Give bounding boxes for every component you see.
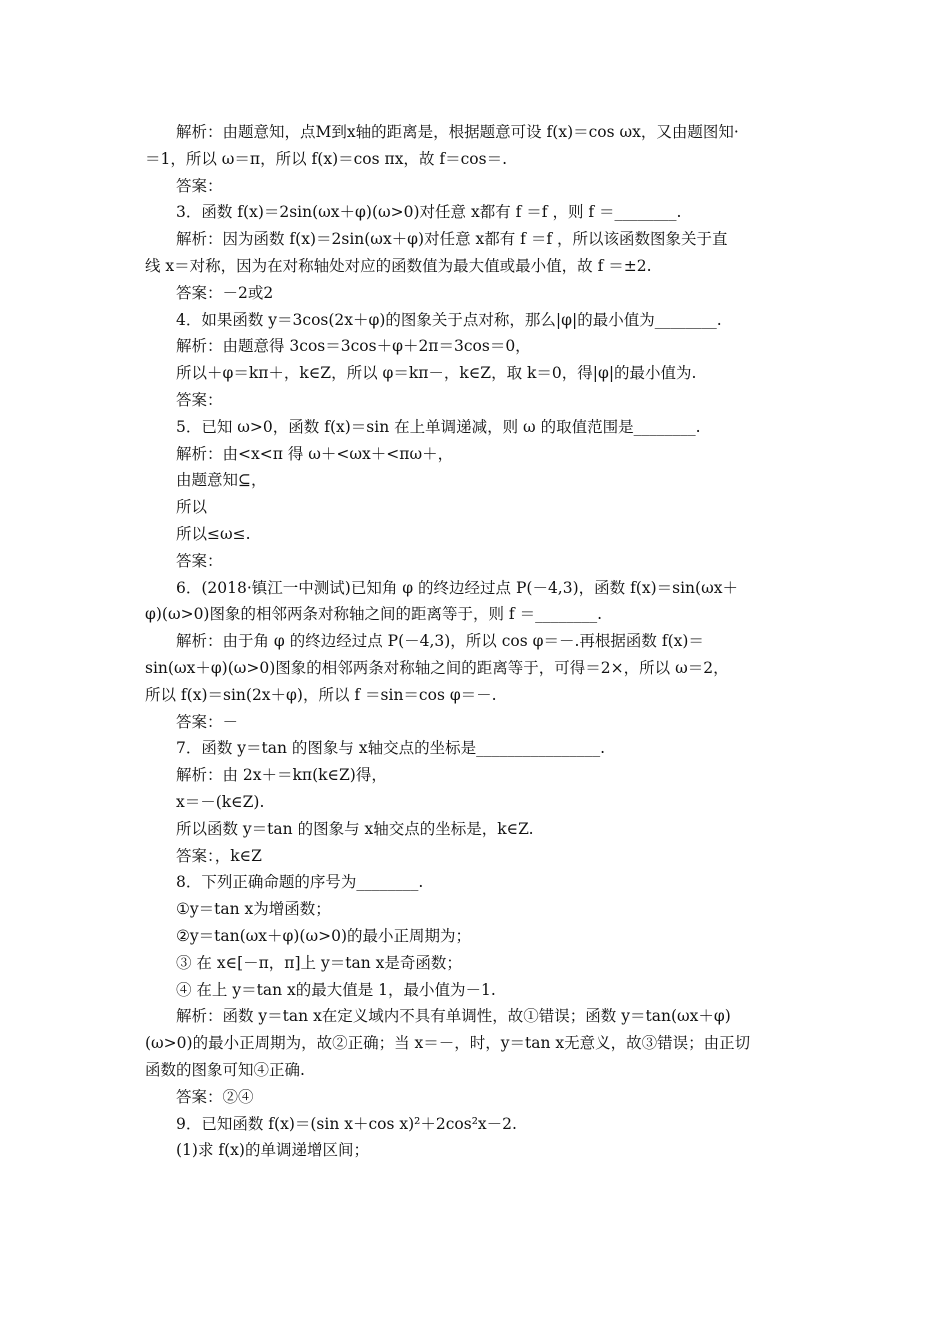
text-line: 解析：因为函数 f(x)＝2sin(ωx＋φ)对任意 x都有 f ＝f ，所以该函数图象关于直: [176, 230, 728, 249]
text-line: 函数的图象可知④正确.: [145, 1061, 305, 1079]
text-line: ④ 在上 y＝tan x的最大值是 1，最小值为－1.: [176, 980, 496, 999]
text-line: 8．下列正确命题的序号为________.: [176, 873, 424, 892]
text-line: sin(ωx＋φ)(ω>0)图象的相邻两条对称轴之间的距离等于，可得＝2×，所以 ω＝2，: [145, 659, 729, 677]
text-line: 所以＋φ＝kπ＋，k∈Z，所以 φ＝kπ－，k∈Z，取 k＝0，得|φ|的最小值为.: [176, 364, 697, 383]
text-line: 6．(2018·镇江一中测试)已知角 φ 的终边经过点 P(－4,3)，函数 f(x)＝sin(ωx＋: [176, 578, 738, 597]
text-line: 解析：由<x<π 得 ω＋<ωx＋<πω＋，: [176, 444, 454, 463]
text-line: 所以函数 y＝tan 的图象与 x轴交点的坐标是，k∈Z.: [176, 819, 534, 838]
text-line: 答案：－2或2: [176, 283, 274, 302]
text-line: (1)求 f(x)的单调递增区间；: [176, 1141, 369, 1160]
text-line: 解析：由题意得 3cos＝3cos＋φ＋2π＝3cos＝0，: [176, 337, 531, 356]
text-line: 答案：: [176, 551, 223, 570]
text-line: 答案：: [176, 176, 223, 195]
text-line: 线 x＝对称，因为在对称轴处对应的函数值为最大值或最小值，故 f ＝±2.: [145, 257, 652, 275]
text-line: 3．函数 f(x)＝2sin(ωx＋φ)(ω>0)对任意 x都有 f ＝f ，则 f ＝________.: [176, 203, 682, 222]
text-line: 答案：: [176, 391, 223, 409]
text-line: 所以≤ω≤.: [176, 525, 251, 543]
text-line: 9．已知函数 f(x)＝(sin x＋cos x)²＋2cos²x－2.: [176, 1114, 517, 1133]
text-line: 所以: [176, 498, 208, 517]
text-line: ＝1，所以 ω＝π，所以 f(x)＝cos πx，故 f＝cos＝.: [145, 149, 507, 168]
text-line: 答案：－: [176, 712, 239, 731]
text-line: ②y＝tan(ωx＋φ)(ω>0)的最小正周期为；: [176, 927, 472, 945]
text-line: ①y＝tan x为增函数；: [176, 900, 331, 919]
text-line: (ω>0)的最小正周期为，故②正确；当 x＝－，时，y＝tan x无意义，故③错误；由正切: [145, 1034, 751, 1053]
text-line: 答案：，k∈Z: [176, 846, 262, 865]
text-line: x＝－(k∈Z).: [176, 793, 265, 811]
text-line: 5．已知 ω>0，函数 f(x)＝sin 在上单调递减，则 ω 的取值范围是________.: [176, 417, 701, 436]
text-line: 解析：由 2x＋＝kπ(k∈Z)得，: [176, 766, 387, 785]
text-line: 解析：由题意知，点M到x轴的距离是，根据题意可设 f(x)＝cos ωx，又由题图知·: [176, 123, 739, 141]
text-line: 由题意知⊆，: [176, 471, 267, 490]
text-line: 解析：由于角 φ 的终边经过点 P(－4,3)，所以 cos φ＝－.再根据函数 f(x)＝: [176, 632, 704, 651]
text-line: 答案：②④: [176, 1087, 254, 1106]
text-line: 4．如果函数 y＝3cos(2x＋φ)的图象关于点对称，那么|φ|的最小值为________.: [176, 310, 722, 329]
text-line: 解析：函数 y＝tan x在定义域内不具有单调性，故①错误；函数 y＝tan(ωx＋φ): [176, 1007, 731, 1026]
text-line: ③ 在 x∈[－π，π]上 y＝tan x是奇函数；: [176, 953, 462, 972]
text-line: φ)(ω>0)图象的相邻两条对称轴之间的距离等于，则 f ＝________.: [145, 605, 603, 624]
text-line: 7．函数 y＝tan 的图象与 x轴交点的坐标是________________.: [176, 739, 606, 758]
text-line: 所以 f(x)＝sin(2x＋φ)，所以 f ＝sin＝cos φ＝－.: [145, 685, 497, 704]
